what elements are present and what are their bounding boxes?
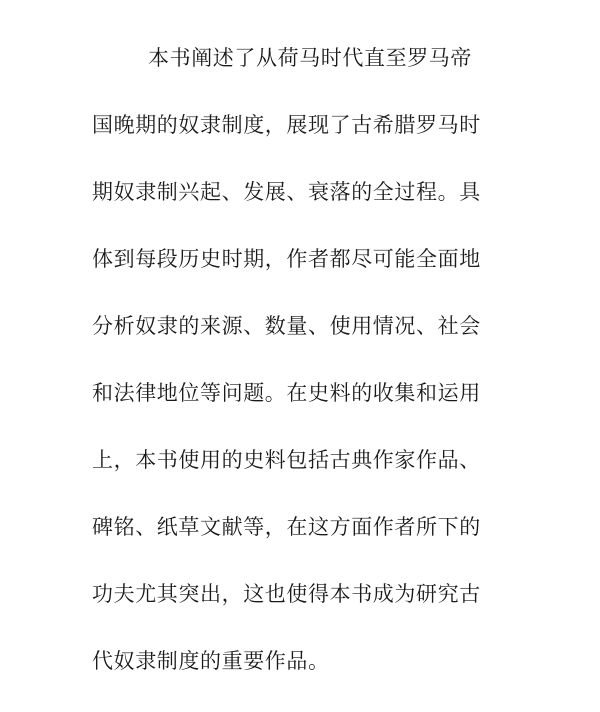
paragraph-line-2: 国晚期的奴隶制度，展现了古希腊罗马时 bbox=[92, 113, 481, 137]
paragraph-line-10: 代奴隶制度的重要作品。 bbox=[92, 649, 330, 673]
paragraph-line-4: 体到每段历史时期，作者都尽可能全面地 bbox=[92, 247, 481, 271]
paragraph bbox=[92, 38, 532, 708]
paragraph-line-5: 分析奴隶的来源、数量、使用情况、社会 bbox=[92, 314, 481, 338]
paragraph-line-6: 和法律地位等问题。在史料的收集和运用 bbox=[92, 381, 481, 405]
paragraph-line-7: 上，本书使用的史料包括古典作家作品、 bbox=[92, 448, 481, 472]
paragraph-line-9: 功夫尤其突出，这也使得本书成为研究古 bbox=[92, 582, 481, 606]
paragraph-line-8: 碑铭、纸草文献等，在这方面作者所下的 bbox=[92, 515, 481, 539]
paragraph-line-3: 期奴隶制兴起、发展、衰落的全过程。具 bbox=[92, 180, 481, 204]
paragraph-line-1: 本书阐述了从荷马时代直至罗马帝 bbox=[148, 46, 472, 70]
